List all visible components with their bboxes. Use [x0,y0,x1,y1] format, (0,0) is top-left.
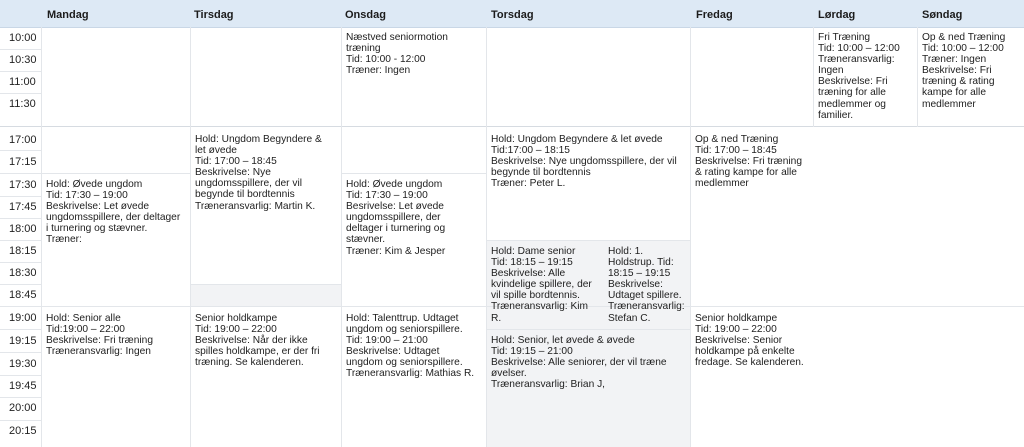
event-line: Beskrivelse: Nye ungdomsspillere, der vil [491,156,677,168]
time-label: 19:45 [9,380,37,392]
time-label: 20:15 [9,425,37,437]
event-line: Træneransvarlig: Ingen [46,346,151,358]
event-sondag-op-ned[interactable] [917,31,1024,112]
event-line: Træner: Ingen [922,54,987,66]
event-line: Træner: [46,234,82,246]
event-line: Stefan C. [608,312,651,324]
event-line: træning. Se kalenderen. [195,357,304,369]
event-line: fredage. Se kalenderen. [695,357,804,369]
day-header-mandag: Mandag [47,9,89,21]
day-header-fredag: Fredag [696,9,733,21]
event-line: Beskrivelse: Alle [491,268,566,280]
day-header-onsdag: Onsdag [345,9,386,21]
event-line: Udtaget spillere. [608,290,682,302]
row-line [0,352,41,353]
event-divider [486,240,690,241]
event-line: ungdomsspillere, der [346,212,441,224]
event-line: Næstved seniormotion [346,32,448,43]
row-line [0,329,41,330]
day-header-sondag: Søndag [922,9,963,21]
event-line: begynde til bordtennis [195,189,295,201]
event-line: Træner: Peter L. [491,178,566,190]
event-fredag-op-ned[interactable] [690,133,813,191]
event-line: kampe for alle [922,87,986,99]
time-label: 10:30 [9,54,37,66]
event-tirsdag-senior-holdkampe[interactable] [190,312,341,370]
event-line: Fri Træning [818,32,871,43]
event-line: Tid: 19:15 – 21:00 [491,346,573,358]
event-line: Beskrivelse: Alle seniorer, der vil træne [491,357,667,369]
event-line: Beskrivelse: Fri [922,65,992,77]
time-label: 17:15 [9,156,37,168]
event-line: Hold: Dame senior [491,246,576,257]
event-line: Tid: 17:30 – 19:00 [346,190,428,202]
event-onsdag-seniormotion[interactable] [341,31,486,78]
day-header-lordag: Lørdag [818,9,856,21]
row-line [0,240,41,241]
event-line: Beskrivelse: Senior [695,335,783,347]
time-label: 18:00 [9,223,37,235]
event-line: Hold: Ungdom Begyndere & let øvede [491,134,663,145]
event-line: Tid: 17:00 – 18:45 [195,156,277,168]
time-label: 11:30 [9,98,36,110]
event-line: Ingen [818,65,844,77]
event-line: Træneransvarlig: [608,301,685,313]
event-line: medlemmer [695,178,749,190]
row-line [0,375,41,376]
event-line: 18:15 – 19:15 [608,268,671,280]
event-tirsdag-ungdom-begyndere[interactable] [190,133,341,214]
event-line: spilles holdkampe, er der fri [195,346,320,358]
row-line [0,397,41,398]
event-line: medlemmer og [818,98,886,110]
time-label: 17:45 [9,201,37,213]
time-label: 10:00 [9,32,37,44]
event-line: Op & ned Træning [695,134,779,145]
event-line: deltager i turnering og [346,223,446,235]
event-divider [190,284,341,285]
event-divider [341,173,486,174]
event-line: Træneransvarlig: Mathias R. [346,368,475,380]
event-line: Tid: 10:00 – 12:00 [922,43,1004,55]
event-line: Hold: Senior, let øvede & øvede [491,335,635,346]
event-line: Beskrivelse: Nye [195,167,271,179]
event-torsdag-holdstrup[interactable] [603,245,690,326]
event-torsdag-senior-ovede[interactable] [486,334,690,392]
event-line: Beskrivelse: Udtaget [346,346,440,358]
empty-slot [190,284,341,306]
row-line [0,49,41,50]
column-divider [690,27,691,447]
time-label: 19:15 [9,335,37,347]
event-divider [486,329,690,330]
day-header-tirsdag: Tirsdag [194,9,234,21]
event-line: øvelser. [491,368,527,380]
event-line: Tid:17:00 – 18:15 [491,145,570,157]
event-onsdag-talenttrup[interactable] [341,312,486,382]
event-torsdag-ungdom-begyndere[interactable] [486,133,690,191]
event-line: Hold: Talenttrup. Udtaget [346,313,459,324]
event-line: træning & rating [922,76,995,88]
row-line [0,173,41,174]
row-line [0,218,41,219]
event-line: Tid: 19:00 – 22:00 [195,324,277,336]
column-divider [190,27,191,447]
event-line: Beskrivelse: [608,279,663,291]
time-label: 18:45 [9,289,37,301]
row-line [0,93,41,94]
event-line: Besrivelse: Let øvede [346,201,444,213]
event-onsdag-ovede-ungdom[interactable] [341,178,486,259]
time-label: 19:30 [9,358,37,370]
event-line: medlemmer [922,98,976,110]
event-line: Tid: 10:00 - 12:00 [346,54,426,66]
event-line: stævner. [346,234,386,246]
time-label: 19:00 [9,312,37,324]
event-line: & rating kampe for alle [695,167,797,179]
event-line: kvindelige spillere, der [491,279,592,291]
event-line: Senior holdkampe [695,313,778,324]
row-line [0,420,41,421]
day-header-torsdag: Torsdag [491,9,534,21]
time-label: 17:30 [9,179,37,191]
event-lordag-fri-traening[interactable] [813,31,917,123]
event-line: ungdom og seniorspillere. [346,357,463,369]
event-line: Træneransvarlig: Martin K. [195,200,316,212]
event-line: Hold: 1. [608,246,644,257]
event-mandag-senior-alle[interactable] [41,312,190,359]
event-line: ungdomsspillere, der vil [195,178,303,190]
event-line: Hold: Øvede ungdom [346,179,443,190]
event-line: Hold: Øvede ungdom [46,179,143,190]
event-line: let øvede [195,145,237,157]
event-mandag-ovede-ungdom[interactable] [41,178,190,248]
event-line: vil spille bordtennis. [491,290,580,302]
event-line: Tid:19:00 – 22:00 [46,324,125,336]
event-divider [41,173,190,174]
time-label: 20:00 [9,402,37,414]
event-line: Træneransvarlig: [818,54,895,66]
event-line: Træner: Kim & Jesper [346,245,446,257]
event-line: Tid: 17:30 – 19:00 [46,190,128,202]
row-line [0,71,41,72]
row-line [0,196,41,197]
event-line: Tid: 17:00 – 18:45 [695,145,777,157]
event-fredag-senior-holdkampe[interactable] [690,312,813,370]
event-line: Træner: Ingen [346,65,411,77]
event-line: Hold: Ungdom Begyndere & [195,134,322,145]
event-line: træning [346,43,381,55]
row-line [0,150,41,151]
event-line: Træneransvarlig: Brian J, [491,379,605,391]
day-header-row [0,0,1024,28]
event-line: træning for alle [818,87,886,99]
event-line: Hold: Senior alle [46,313,121,324]
event-line: R. [491,312,502,324]
event-line: Tid: 18:15 – 19:15 [491,257,573,269]
event-torsdag-dame-senior[interactable] [486,245,604,326]
event-line: i turnering og stævner. [46,223,148,235]
event-line: Beskrivelse: Når der ikke [195,335,308,347]
event-line: familier. [818,109,854,121]
time-label: 18:15 [9,245,37,257]
row-line [0,284,41,285]
event-line: ungdom og seniorspillere. [346,324,463,336]
event-line: Senior holdkampe [195,313,278,324]
event-line: begynde til bordtennis [491,167,591,179]
event-line: Beskrivelse: Fri træning [695,156,802,168]
event-line: Op & ned Træning [922,32,1006,43]
event-line: Træneransvarlig: Kim [491,301,588,313]
event-line: Beskrivelse: Fri [818,76,888,88]
event-line: Beskrivelse: Let øvede [46,201,150,213]
row-line [0,262,41,263]
section-divider [0,126,1024,127]
event-line: Holdstrup. Tid: [608,257,674,269]
time-label: 18:30 [9,267,37,279]
event-line: holdkampe på enkelte [695,346,795,358]
event-line: ungdomsspillere, der deltager [46,212,181,224]
time-label: 11:00 [9,76,36,88]
event-line: Tid: 10:00 – 12:00 [818,43,900,55]
time-label: 17:00 [9,134,37,146]
event-line: Tid: 19:00 – 22:00 [695,324,777,336]
event-line: Tid: 19:00 – 21:00 [346,335,428,347]
event-line: Beskrivelse: Fri træning [46,335,153,347]
